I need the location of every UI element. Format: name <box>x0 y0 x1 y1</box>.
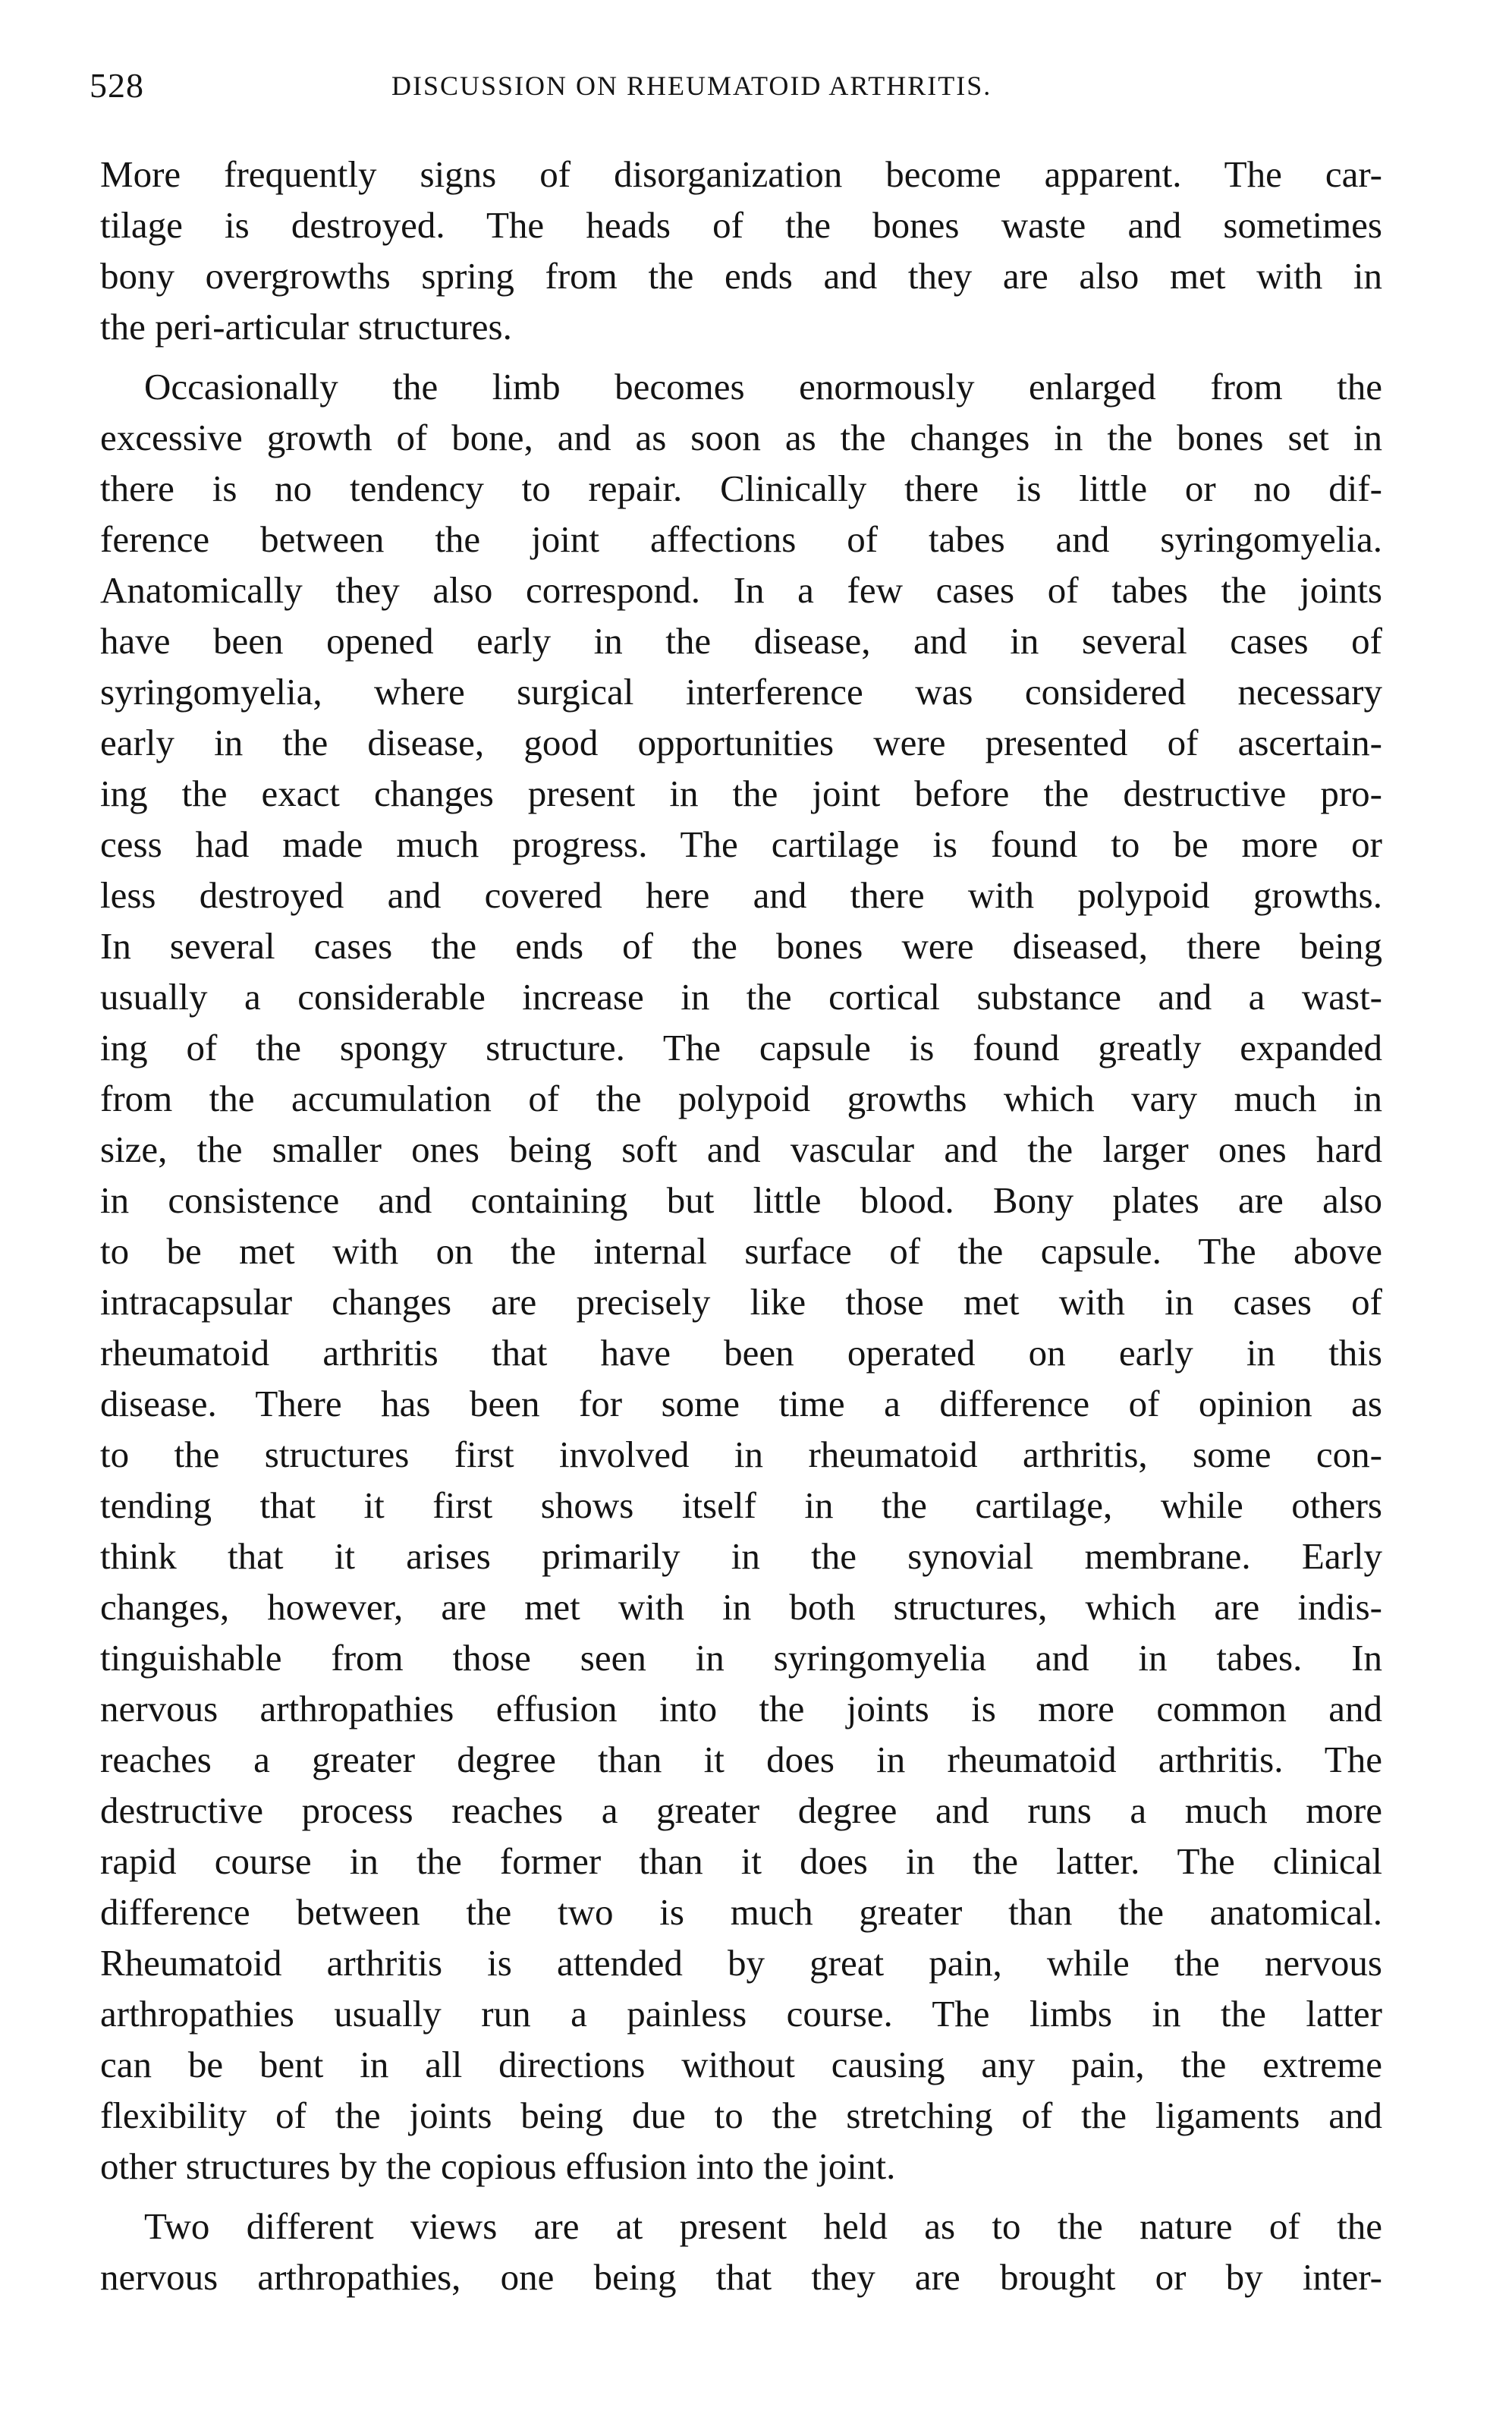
text-line: in consistence and containing but little blood. Bony plates are also <box>100 1179 1382 1221</box>
body-text <box>100 149 1382 2312</box>
text-line: to the structures first involved in rheumatoid arthritis, some con- <box>100 1434 1382 1475</box>
text-line: syringomyelia, where surgical interference was considered necessary <box>100 671 1382 713</box>
text-line: cess had made much progress. The cartilage is found to be more or <box>100 823 1382 865</box>
text-line: tending that it first shows itself in the cartilage, while others <box>100 1484 1382 1526</box>
text-line: More frequently signs of disorganization become apparent. The car- <box>100 153 1382 195</box>
text-line: usually a considerable increase in the cortical substance and a wast- <box>100 976 1382 1018</box>
text-line: nervous arthropathies effusion into the joints is more common and <box>100 1688 1382 1729</box>
text-line: ing of the spongy structure. The capsule is found greatly expanded <box>100 1027 1382 1068</box>
text-line: think that it arises primarily in the synovial membrane. Early <box>100 1535 1382 1577</box>
text-line: intracapsular changes are precisely like those met with in cases of <box>100 1281 1382 1323</box>
paragraph <box>100 2201 1382 2302</box>
paragraph <box>100 361 1382 2192</box>
text-line: ing the exact changes present in the joint before the destructive pro- <box>100 773 1382 814</box>
text-line: less destroyed and covered here and there with polypoid growths. <box>100 874 1382 916</box>
text-line: can be bent in all directions without causing any pain, the extreme <box>100 2044 1382 2085</box>
text-line: bony overgrowths spring from the ends and they are also met with in <box>100 255 1382 297</box>
text-line: changes, however, are met with in both structures, which are indis- <box>100 1586 1382 1628</box>
text-line: the peri-articular structures. <box>100 306 512 348</box>
text-line: rapid course in the former than it does in the latter. The clinical <box>100 1840 1382 1882</box>
text-line: disease. There has been for some time a difference of opinion as <box>100 1383 1382 1424</box>
text-line: In several cases the ends of the bones were diseased, there being <box>100 925 1382 967</box>
text-line: Anatomically they also correspond. In a few cases of tabes the joints <box>100 569 1382 611</box>
text-line: from the accumulation of the polypoid growths which vary much in <box>100 1078 1382 1119</box>
running-title: DISCUSSION ON RHEUMATOID ARTHRITIS. <box>391 71 992 101</box>
text-line: tilage is destroyed. The heads of the bones waste and sometimes <box>100 204 1382 246</box>
paragraph <box>100 149 1382 352</box>
text-line: destructive process reaches a greater degree and runs a much more <box>100 1789 1382 1831</box>
text-line: reaches a greater degree than it does in rheumatoid arthritis. The <box>100 1739 1382 1780</box>
text-line: there is no tendency to repair. Clinically there is little or no dif- <box>100 467 1382 509</box>
text-line: flexibility of the joints being due to the stretching of the ligaments and <box>100 2094 1382 2136</box>
text-line: to be met with on the internal surface of the capsule. The above <box>100 1230 1382 1272</box>
text-line: excessive growth of bone, and as soon as the changes in the bones set in <box>100 417 1382 458</box>
text-line: Occasionally the limb becomes enormously enlarged from the <box>144 366 1382 408</box>
text-line: difference between the two is much greater than the anatomical. <box>100 1891 1382 1933</box>
text-line: ference between the joint affections of tabes and syringomyelia. <box>100 518 1382 560</box>
text-line: have been opened early in the disease, and in several cases of <box>100 620 1382 662</box>
page-number: 528 <box>90 66 144 105</box>
text-line: arthropathies usually run a painless course. The limbs in the latter <box>100 1993 1382 2035</box>
text-line: tinguishable from those seen in syringomyelia and in tabes. In <box>100 1637 1382 1679</box>
text-line: Rheumatoid arthritis is attended by great pain, while the nervous <box>100 1942 1382 1984</box>
text-line: other structures by the copious effusion into the joint. <box>100 2145 896 2187</box>
text-line: rheumatoid arthritis that have been operated on early in this <box>100 1332 1382 1374</box>
text-line: early in the disease, good opportunities were presented of ascertain- <box>100 722 1382 763</box>
text-line: Two different views are at present held as to the nature of the <box>144 2205 1382 2247</box>
running-head <box>90 65 1394 118</box>
text-line: nervous arthropathies, one being that they are brought or by inter- <box>100 2256 1382 2298</box>
text-line: size, the smaller ones being soft and vascular and the larger ones hard <box>100 1128 1382 1170</box>
